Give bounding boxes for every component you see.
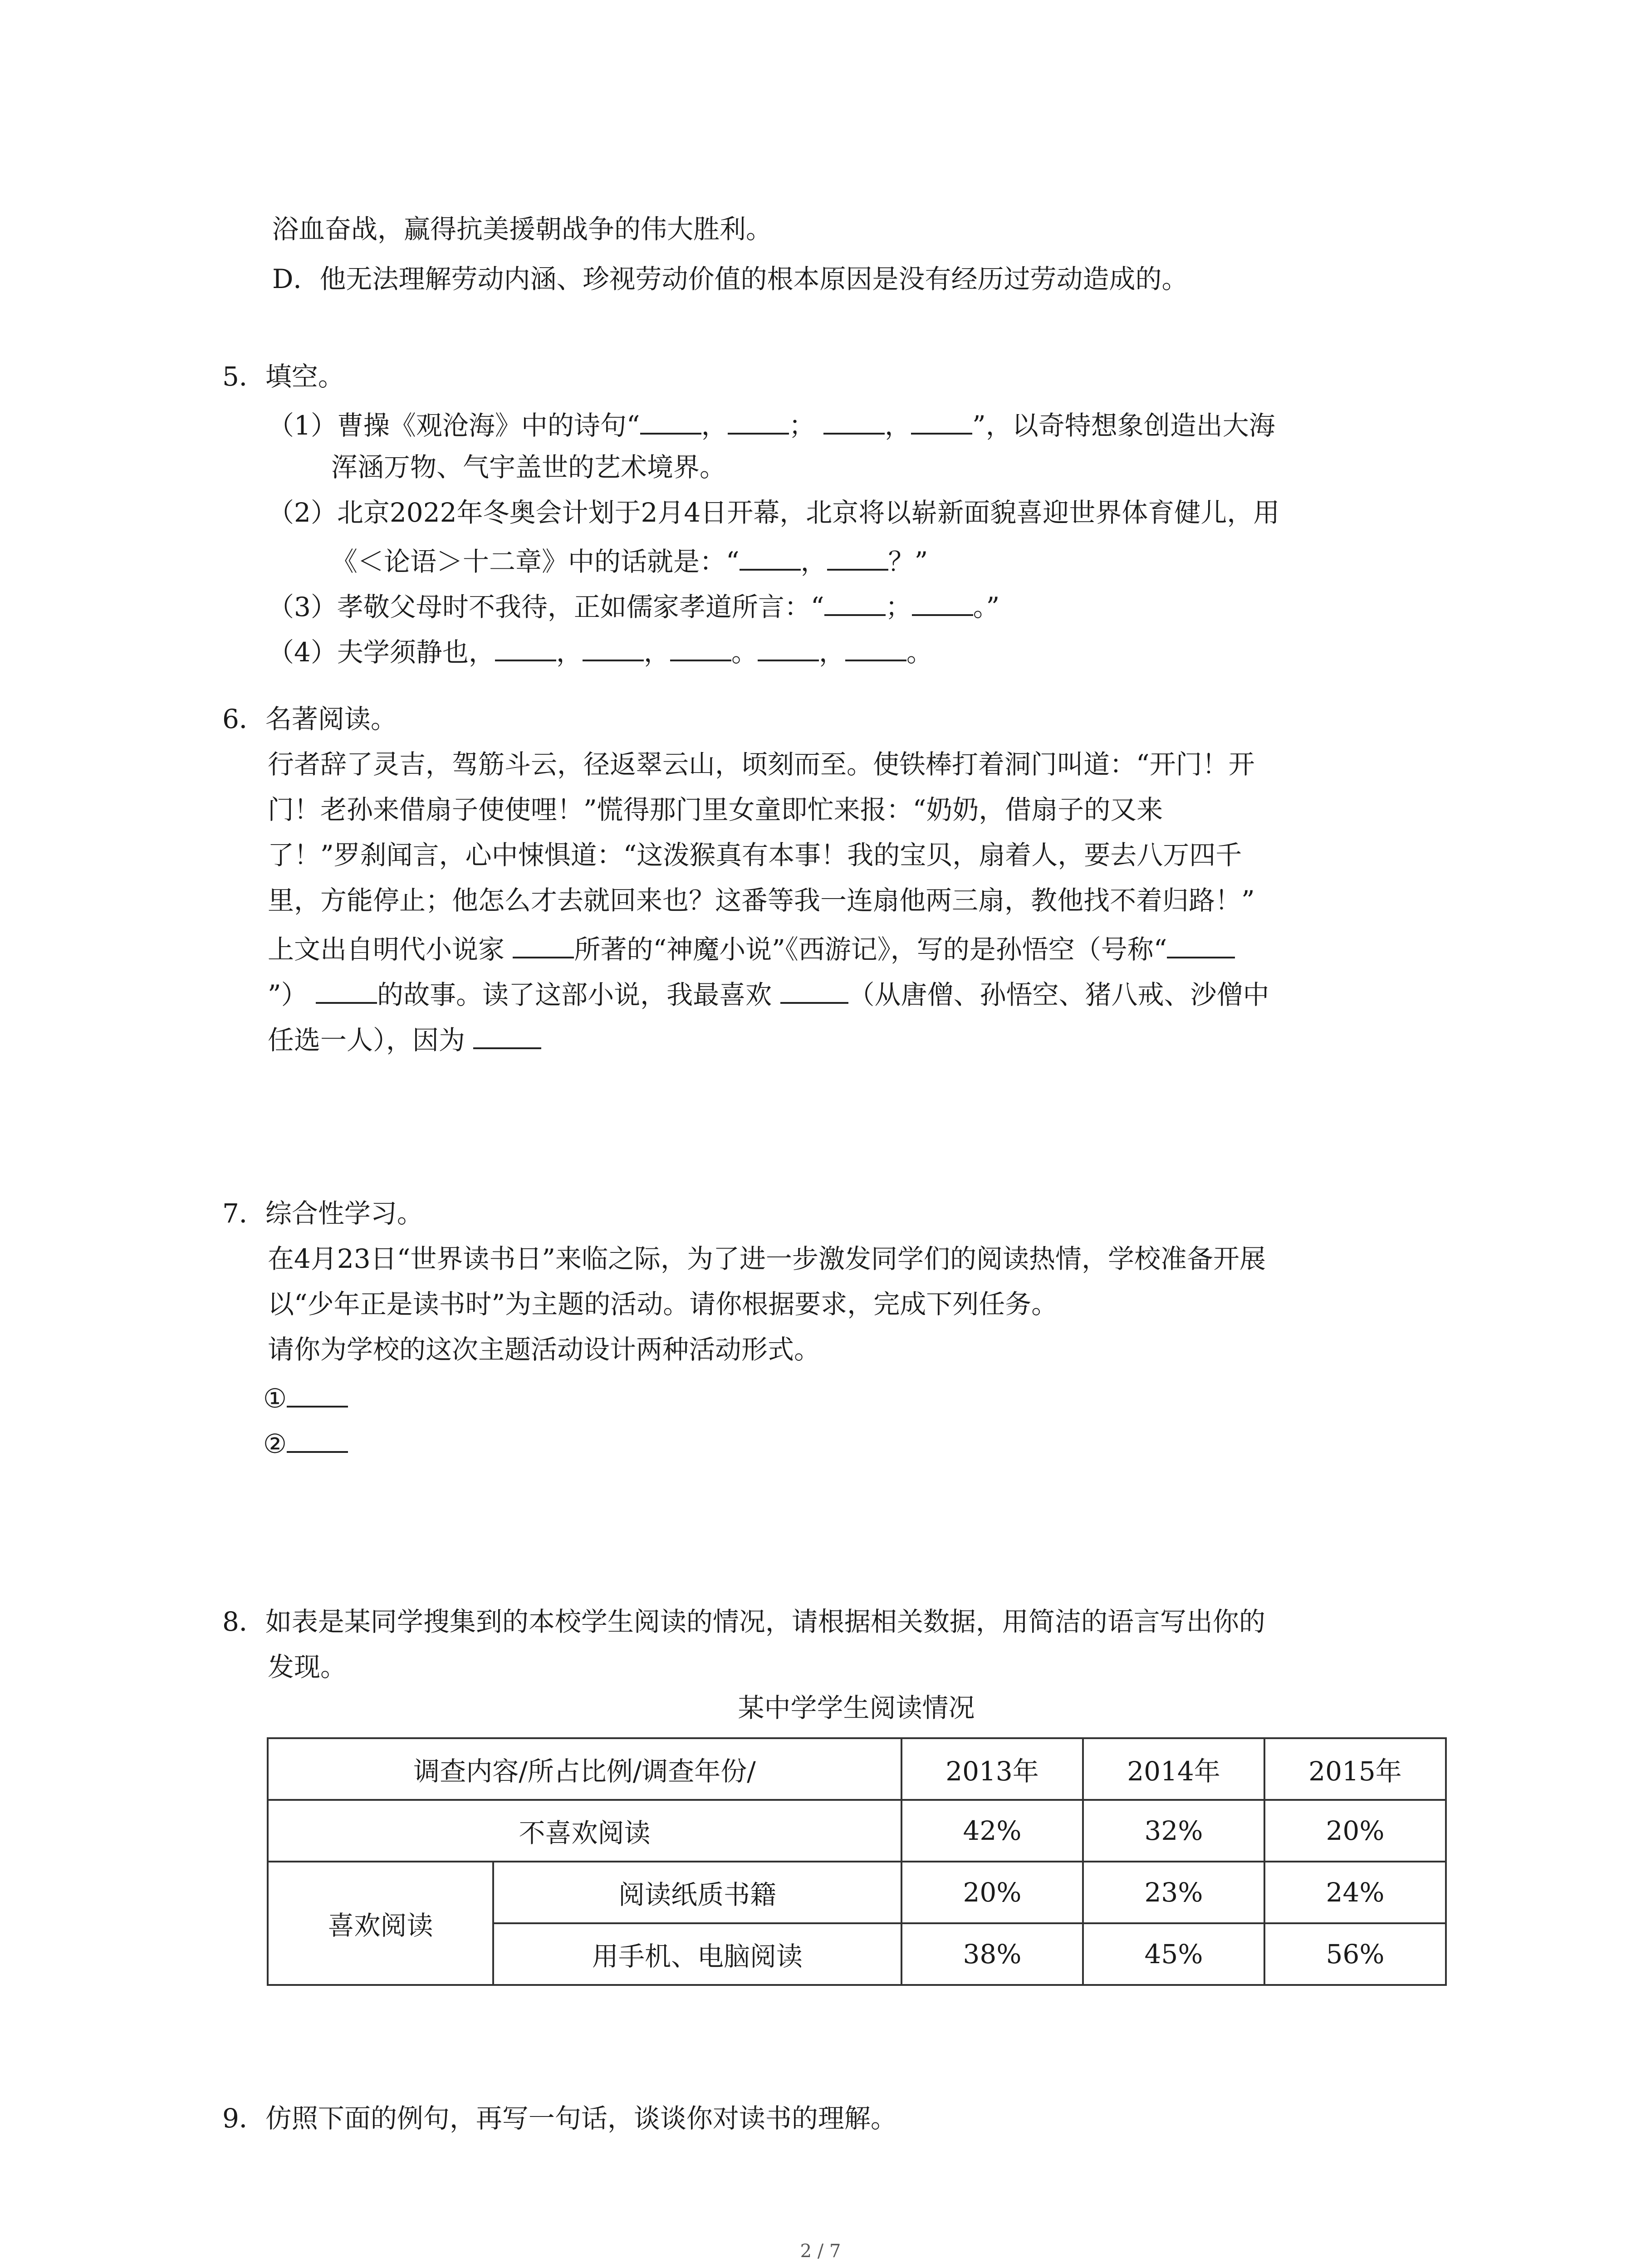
value-cell: 23% <box>1083 1862 1264 1923</box>
q6-passage-1: 行者辞了灵吉，驾筋斗云，径返翠云山，顷刻而至。使铁棒打着洞门叫道：“开门！开 <box>268 749 1255 780</box>
group-label: 喜欢阅读 <box>268 1862 493 1985</box>
q5-2-line-b: 《＜论语＞十二章》中的话就是：“ ， ？” <box>331 540 928 580</box>
blank[interactable] <box>728 404 789 435</box>
blank[interactable] <box>1167 928 1235 958</box>
q9-prompt: 9．仿照下面的例句，再写一句话，谈谈你对读书的理解。 <box>222 2103 897 2134</box>
table-row <box>268 1800 1446 1862</box>
blank[interactable] <box>670 631 731 661</box>
reading-survey-table <box>267 1737 1447 1986</box>
year-cell: 2015年 <box>1264 1738 1446 1800</box>
blank[interactable] <box>287 1422 348 1453</box>
blank[interactable] <box>640 404 701 435</box>
q6-passage-2: 门！老孙来借扇子使使哩！”慌得那门里女童即忙来报：“奶奶，借扇子的又来 <box>268 794 1163 825</box>
blank[interactable] <box>513 928 574 958</box>
blank[interactable] <box>287 1377 348 1408</box>
q6-passage-4: 里，方能停止；他怎么才去就回来也？这番等我一连扇他两三扇，教他找不着归路！” <box>268 885 1255 916</box>
option-d: D．他无法理解劳动内涵、珍视劳动价值的根本原因是没有经历过劳动造成的。 <box>272 264 1188 294</box>
row-label: 用手机、电脑阅读 <box>493 1923 901 1985</box>
blank[interactable] <box>473 1018 541 1049</box>
blank[interactable] <box>845 631 906 661</box>
q6-passage-3: 了！”罗刹闻言，心中悚惧道：“这泼猴真有本事！我的宝贝，扇着人，要去八万四千 <box>268 840 1242 870</box>
year-cell: 2013年 <box>901 1738 1083 1800</box>
value-cell: 20% <box>1264 1800 1446 1862</box>
value-cell: 20% <box>901 1862 1083 1923</box>
blank[interactable] <box>316 973 377 1004</box>
year-cell: 2014年 <box>1083 1738 1264 1800</box>
value-cell: 45% <box>1083 1923 1264 1985</box>
table-row <box>268 1862 1446 1923</box>
blank[interactable] <box>824 585 886 616</box>
q5-1-line-b: 浑涵万物、气宇盖世的艺术境界。 <box>331 452 726 483</box>
row-label: 阅读纸质书籍 <box>493 1862 901 1923</box>
value-cell: 24% <box>1264 1862 1446 1923</box>
blank[interactable] <box>758 631 819 661</box>
q8-prompt-2: 发现。 <box>268 1652 347 1682</box>
option-c-continuation: 浴血奋战，赢得抗美援朝战争的伟大胜利。 <box>272 214 773 244</box>
q7-answer-2: ② <box>263 1422 348 1462</box>
value-cell: 42% <box>901 1800 1083 1862</box>
q6-question-3: 任选一人），因为 <box>268 1018 541 1058</box>
q7-title: 7．综合性学习。 <box>222 1198 423 1229</box>
blank[interactable] <box>912 585 973 616</box>
q5-1-line-a: （1）曹操《观沧海》中的诗句“ ， ； ， ”，以奇特想象创造出大海 <box>268 404 1275 444</box>
q7-answer-1: ① <box>263 1377 348 1417</box>
q6-title: 6．名著阅读。 <box>222 704 397 734</box>
header-cell: 调查内容/所占比例/调查年份/ <box>268 1738 901 1800</box>
blank[interactable] <box>911 404 972 435</box>
q5-4: （4）夫学须静也， ， ， 。 ， 。 <box>268 631 933 670</box>
blank[interactable] <box>583 631 644 661</box>
q5-2-line-a: （2）北京2022年冬奥会计划于2月4日开幕，北京将以崭新面貌喜迎世界体育健儿，用 <box>268 497 1280 528</box>
blank[interactable] <box>740 540 801 571</box>
blank[interactable] <box>827 540 888 571</box>
table-row <box>268 1738 1446 1800</box>
q5-3: （3）孝敬父母时不我待，正如儒家孝道所言：“ ； 。” <box>268 585 999 625</box>
value-cell: 56% <box>1264 1923 1446 1985</box>
value-cell: 38% <box>901 1923 1083 1985</box>
page-number: 2 / 7 <box>800 2241 841 2262</box>
q8-prompt-1: 8．如表是某同学搜集到的本校学生阅读的情况，请根据相关数据，用简洁的语言写出你的 <box>222 1606 1265 1637</box>
table-caption: 某中学学生阅读情况 <box>738 1692 975 1723</box>
q7-task: 请你为学校的这次主题活动设计两种活动形式。 <box>268 1334 821 1365</box>
q6-question-1: 上文出自明代小说家 所著的“神魔小说”《西游记》，写的是孙悟空（号称“ <box>268 928 1235 968</box>
q5-title: 5．填空。 <box>222 361 344 392</box>
q7-intro-2: 以“少年正是读书时”为主题的活动。请你根据要求，完成下列任务。 <box>268 1289 1058 1320</box>
blank[interactable] <box>823 404 885 435</box>
blank[interactable] <box>780 973 848 1004</box>
q6-question-2: ”） 的故事。读了这部小说，我最喜欢 （从唐僧、孙悟空、猪八戒、沙僧中 <box>268 973 1269 1013</box>
q7-intro-1: 在4月23日“世界读书日”来临之际，为了进一步激发同学们的阅读热情，学校准备开展 <box>268 1243 1266 1274</box>
value-cell: 32% <box>1083 1800 1264 1862</box>
row-label: 不喜欢阅读 <box>268 1800 901 1862</box>
blank[interactable] <box>495 631 556 661</box>
